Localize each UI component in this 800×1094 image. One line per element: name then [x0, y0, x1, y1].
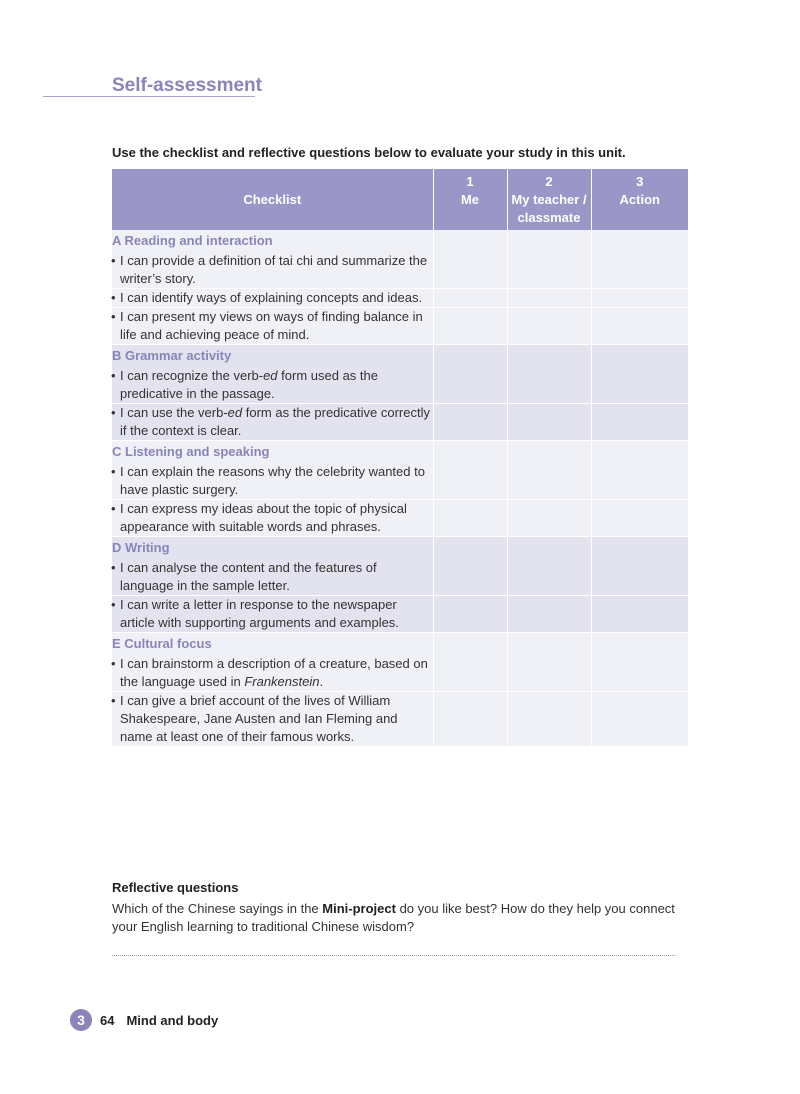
teacher-cell[interactable]: [507, 633, 591, 692]
checklist-cell: [112, 230, 433, 289]
header-col-action: [591, 169, 688, 230]
action-cell[interactable]: [591, 500, 688, 537]
unit-name: Mind and body: [126, 1012, 219, 1028]
me-cell[interactable]: [433, 441, 507, 500]
action-cell[interactable]: [591, 308, 688, 345]
checklist-cell: [112, 537, 433, 596]
header-checklist: [112, 169, 433, 230]
section-heading-b: B Grammar activity: [112, 348, 232, 363]
action-cell[interactable]: [591, 289, 688, 308]
table-row: [112, 404, 688, 441]
checklist-item: • I can give a brief account of the lives of William Shakespeare, Jane Austen and Ian Fleming and name at least one of their famous works.: [112, 692, 433, 746]
teacher-cell[interactable]: [507, 404, 591, 441]
checklist-item: • I can recognize the verb-ed form used as the predicative in the passage.: [112, 367, 433, 403]
checklist-item: • I can brainstorm a description of a creature, based on the language used in Frankenstein.: [112, 655, 433, 691]
teacher-cell[interactable]: [507, 308, 591, 345]
table-row: [112, 500, 688, 537]
me-cell[interactable]: [433, 289, 507, 308]
action-cell[interactable]: [591, 404, 688, 441]
me-cell[interactable]: [433, 596, 507, 633]
action-cell[interactable]: [591, 633, 688, 692]
teacher-cell[interactable]: [507, 692, 591, 747]
checklist-item: • I can present my views on ways of finding balance in life and achieving peace of mind.: [112, 308, 433, 344]
header-col-me-number: 1: [466, 173, 474, 189]
me-cell[interactable]: [433, 633, 507, 692]
page-footer: [70, 1008, 218, 1032]
me-cell[interactable]: [433, 692, 507, 747]
header-col-teacher-label: My teacher / classmate: [511, 191, 587, 225]
teacher-cell[interactable]: [507, 345, 591, 404]
teacher-cell[interactable]: [507, 596, 591, 633]
checklist-item: • I can write a letter in response to the newspaper article with supporting arguments and examples.: [112, 596, 433, 632]
page-number: 64: [100, 1012, 115, 1028]
header-col-me-label: Me: [460, 191, 480, 207]
teacher-cell[interactable]: [507, 500, 591, 537]
header-col-action-label: Action: [619, 191, 660, 207]
checklist-cell: [112, 404, 433, 441]
answer-line[interactable]: [112, 955, 675, 956]
checklist-cell: [112, 633, 433, 692]
section-heading-a: A Reading and interaction: [112, 233, 273, 248]
checklist-item: • I can explain the reasons why the celebrity wanted to have plastic surgery.: [112, 463, 433, 499]
table-row: [112, 308, 688, 345]
header-col-teacher: [507, 169, 591, 230]
mini-project-highlight: Mini-project: [322, 901, 396, 916]
checklist-cell: [112, 692, 433, 747]
table-row: [112, 537, 688, 596]
table-row: [112, 441, 688, 500]
table-row: [112, 345, 688, 404]
header-col-action-number: 3: [636, 173, 644, 189]
reflective-text-after: do you like best? How do they help you connect your English learning to traditional Chinese wisdom?: [112, 901, 675, 934]
me-cell[interactable]: [433, 230, 507, 289]
teacher-cell[interactable]: [507, 289, 591, 308]
header-checklist-label: Checklist: [243, 191, 302, 207]
me-cell[interactable]: [433, 537, 507, 596]
action-cell[interactable]: [591, 692, 688, 747]
teacher-cell[interactable]: [507, 441, 591, 500]
action-cell[interactable]: [591, 230, 688, 289]
checklist-item: • I can provide a definition of tai chi and summarize the writer’s story.: [112, 252, 433, 288]
checklist-cell: [112, 289, 433, 308]
action-cell[interactable]: [591, 596, 688, 633]
instruction-text: Use the checklist and reflective questions below to evaluate your study in this unit.: [112, 145, 626, 160]
header-col-me: [433, 169, 507, 230]
action-cell[interactable]: [591, 441, 688, 500]
checklist-item: • I can use the verb-ed form as the predicative correctly if the context is clear.: [112, 404, 433, 440]
checklist-table: [112, 169, 688, 747]
teacher-cell[interactable]: [507, 537, 591, 596]
reflective-text-before: Which of the Chinese sayings in the: [112, 901, 323, 916]
table-row: [112, 230, 688, 289]
table-row: [112, 633, 688, 692]
checklist-cell: [112, 596, 433, 633]
me-cell[interactable]: [433, 308, 507, 345]
section-heading-e: E Cultural focus: [112, 636, 212, 651]
checklist-cell: [112, 500, 433, 537]
me-cell[interactable]: [433, 500, 507, 537]
table-row: [112, 289, 688, 308]
section-heading-c: C Listening and speaking: [112, 444, 270, 459]
page-title: Self-assessment: [112, 75, 262, 96]
table-row: [112, 692, 688, 747]
checklist-cell: [112, 308, 433, 345]
reflective-questions-text: [112, 900, 688, 936]
checklist-cell: [112, 441, 433, 500]
me-cell[interactable]: [433, 404, 507, 441]
checklist-item: • I can identify ways of explaining concepts and ideas.: [112, 289, 433, 307]
title-underline: [43, 96, 255, 97]
checklist-item: • I can express my ideas about the topic of physical appearance with suitable words and phrases.: [112, 500, 433, 536]
reflective-questions-title: Reflective questions: [112, 880, 239, 895]
action-cell[interactable]: [591, 345, 688, 404]
section-heading-d: D Writing: [112, 540, 170, 555]
table-row: [112, 596, 688, 633]
checklist-item: • I can analyse the content and the features of language in the sample letter.: [112, 559, 433, 595]
me-cell[interactable]: [433, 345, 507, 404]
unit-number-badge: 3: [70, 1009, 92, 1031]
header-col-teacher-number: 2: [545, 173, 553, 189]
table-header-row: [112, 169, 688, 230]
action-cell[interactable]: [591, 537, 688, 596]
checklist-cell: [112, 345, 433, 404]
teacher-cell[interactable]: [507, 230, 591, 289]
